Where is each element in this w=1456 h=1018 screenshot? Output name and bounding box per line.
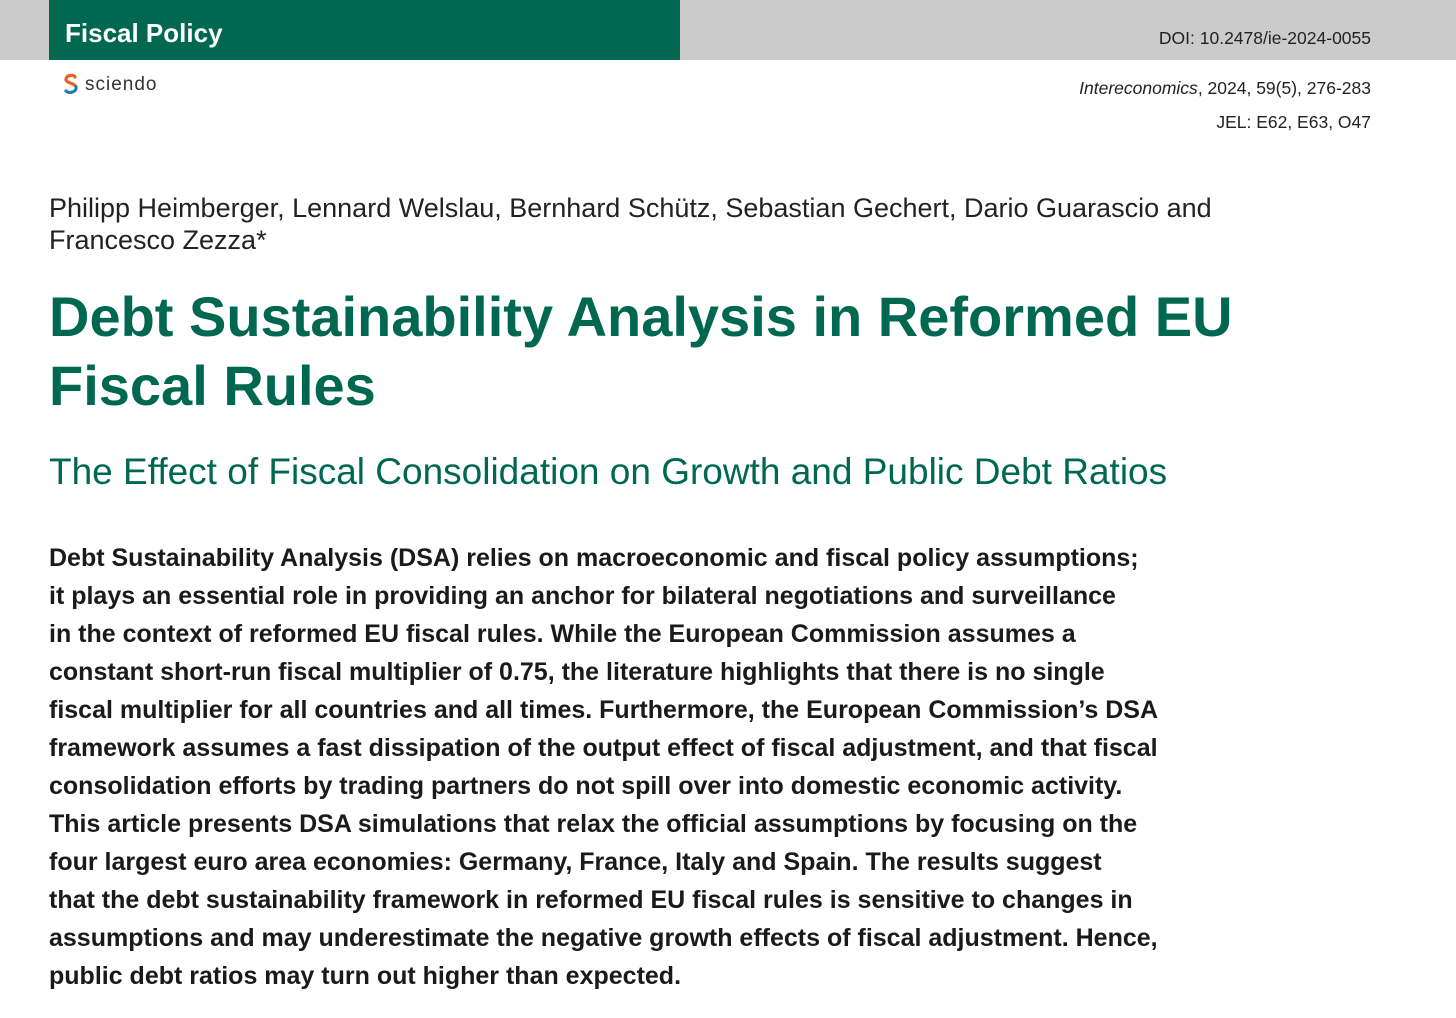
authors-line: Francesco Zezza* bbox=[49, 225, 267, 255]
abstract-line: in the context of reformed EU fiscal rules. While the European Commission assumes a bbox=[49, 620, 1076, 648]
abstract-line: assumptions and may underestimate the negative growth effects of fiscal adjustment. Hence, bbox=[49, 924, 1158, 952]
article-title bbox=[49, 282, 1349, 420]
abstract-line: framework assumes a fast dissipation of the output effect of fiscal adjustment, and that fiscal bbox=[49, 734, 1158, 762]
abstract-line: fiscal multiplier for all countries and all times. Furthermore, the European Commission’s DSA bbox=[49, 696, 1159, 724]
citation bbox=[1079, 80, 1371, 98]
citation-details: , 2024, 59(5), 276-283 bbox=[1197, 78, 1371, 98]
section-tab bbox=[49, 0, 680, 60]
jel-codes: JEL: E62, E63, O47 bbox=[1216, 112, 1371, 132]
publisher-name: sciendo bbox=[85, 73, 158, 95]
article-subtitle: The Effect of Fiscal Consolidation on Growth and Public Debt Ratios bbox=[49, 451, 1168, 492]
citation-journal: Intereconomics bbox=[1079, 78, 1198, 98]
sciendo-logo-icon bbox=[63, 73, 79, 95]
authors-line: Philipp Heimberger, Lennard Welslau, Bernhard Schütz, Sebastian Gechert, Dario Guarascio and bbox=[49, 193, 1212, 223]
authors bbox=[49, 192, 1349, 256]
abstract-line: constant short-run fiscal multiplier of 0.75, the literature highlights that there is no single bbox=[49, 658, 1105, 686]
title-line: Fiscal Rules bbox=[49, 354, 376, 417]
abstract-line: it plays an essential role in providing an anchor for bilateral negotiations and surveillance bbox=[49, 582, 1116, 610]
abstract-line: four largest euro area economies: Germany, France, Italy and Spain. The results suggest bbox=[49, 848, 1102, 876]
section-label: Fiscal Policy bbox=[65, 18, 223, 48]
abstract-line: consolidation efforts by trading partners do not spill over into domestic economic activity. bbox=[49, 772, 1123, 800]
abstract-line: public debt ratios may turn out higher than expected. bbox=[49, 962, 682, 990]
abstract-line: Debt Sustainability Analysis (DSA) relies on macroeconomic and fiscal policy assumptions; bbox=[49, 544, 1139, 572]
abstract bbox=[49, 539, 1379, 995]
abstract-line: This article presents DSA simulations that relax the official assumptions by focusing on the bbox=[49, 810, 1138, 838]
publisher-logo bbox=[63, 72, 158, 96]
title-line: Debt Sustainability Analysis in Reformed EU bbox=[49, 285, 1233, 348]
doi: DOI: 10.2478/ie-2024-0055 bbox=[1158, 28, 1371, 48]
abstract-line: that the debt sustainability framework in reformed EU fiscal rules is sensitive to changes in bbox=[49, 886, 1133, 914]
